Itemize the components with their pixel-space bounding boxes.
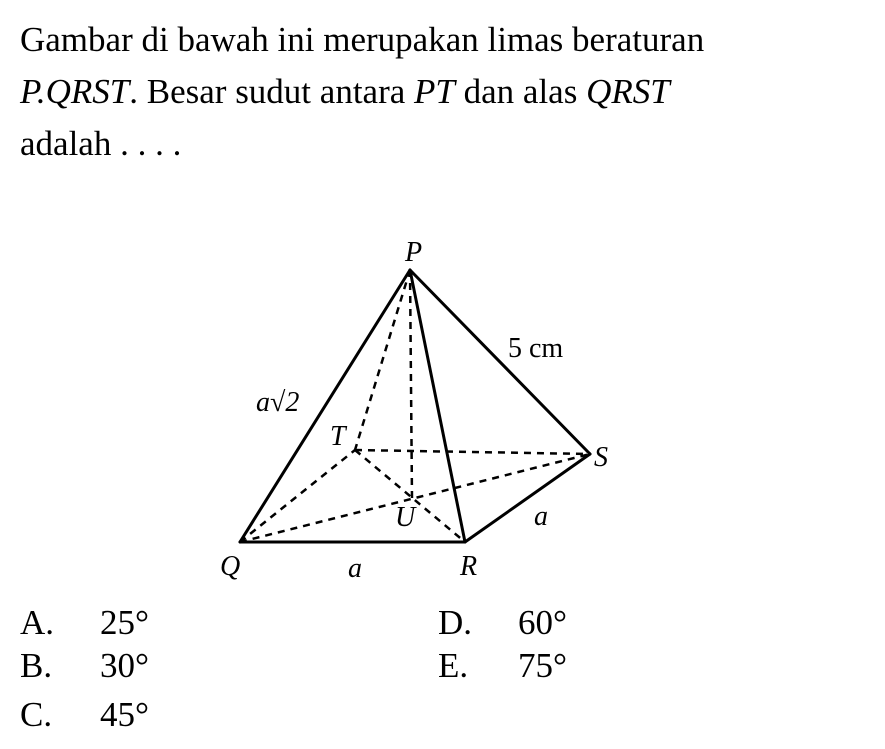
question-line-1: Gambar di bawah ini merupakan limas beraturan bbox=[20, 20, 705, 59]
pyramid-name: P.QRST bbox=[20, 72, 130, 111]
label-u: U bbox=[395, 502, 416, 533]
option-letter: C. bbox=[20, 695, 53, 734]
edge-pu bbox=[410, 270, 412, 498]
question-line-2-end: dan alas bbox=[454, 72, 587, 111]
label-edge-pq: a√2 bbox=[256, 387, 300, 418]
label-edge-rs: a bbox=[534, 501, 548, 532]
edge-pr bbox=[410, 270, 465, 542]
option-c[interactable] bbox=[20, 695, 149, 735]
label-edge-qr: a bbox=[348, 553, 362, 584]
pyramid-diagram bbox=[0, 230, 885, 590]
option-letter: D. bbox=[438, 603, 473, 642]
option-value: 45° bbox=[100, 695, 149, 734]
option-value: 30° bbox=[100, 646, 149, 685]
edge-ts bbox=[355, 450, 590, 454]
label-q: Q bbox=[220, 551, 241, 582]
label-edge-ps: 5 cm bbox=[508, 333, 564, 364]
label-s: S bbox=[594, 442, 608, 473]
base-name: QRST bbox=[586, 72, 670, 111]
option-d[interactable] bbox=[438, 603, 567, 643]
pyramid-figure bbox=[0, 230, 885, 590]
question-line-2-mid: . Besar sudut antara bbox=[129, 72, 415, 111]
edge-pt bbox=[355, 270, 410, 450]
question-line-3: adalah . . . . bbox=[20, 124, 182, 163]
option-letter: B. bbox=[20, 646, 53, 685]
edge-name: PT bbox=[414, 72, 455, 111]
question-text bbox=[20, 14, 870, 170]
option-value: 75° bbox=[518, 646, 567, 685]
edge-qt bbox=[240, 450, 355, 542]
label-t: T bbox=[330, 421, 346, 452]
label-p: P bbox=[405, 237, 423, 268]
option-b[interactable] bbox=[20, 646, 149, 686]
option-letter: E. bbox=[438, 646, 469, 685]
option-value: 60° bbox=[518, 603, 567, 642]
edge-rs bbox=[465, 454, 590, 542]
option-letter: A. bbox=[20, 603, 55, 642]
option-value: 25° bbox=[100, 603, 149, 642]
option-a[interactable] bbox=[20, 603, 149, 643]
option-e[interactable] bbox=[438, 646, 567, 686]
label-r: R bbox=[460, 551, 478, 582]
